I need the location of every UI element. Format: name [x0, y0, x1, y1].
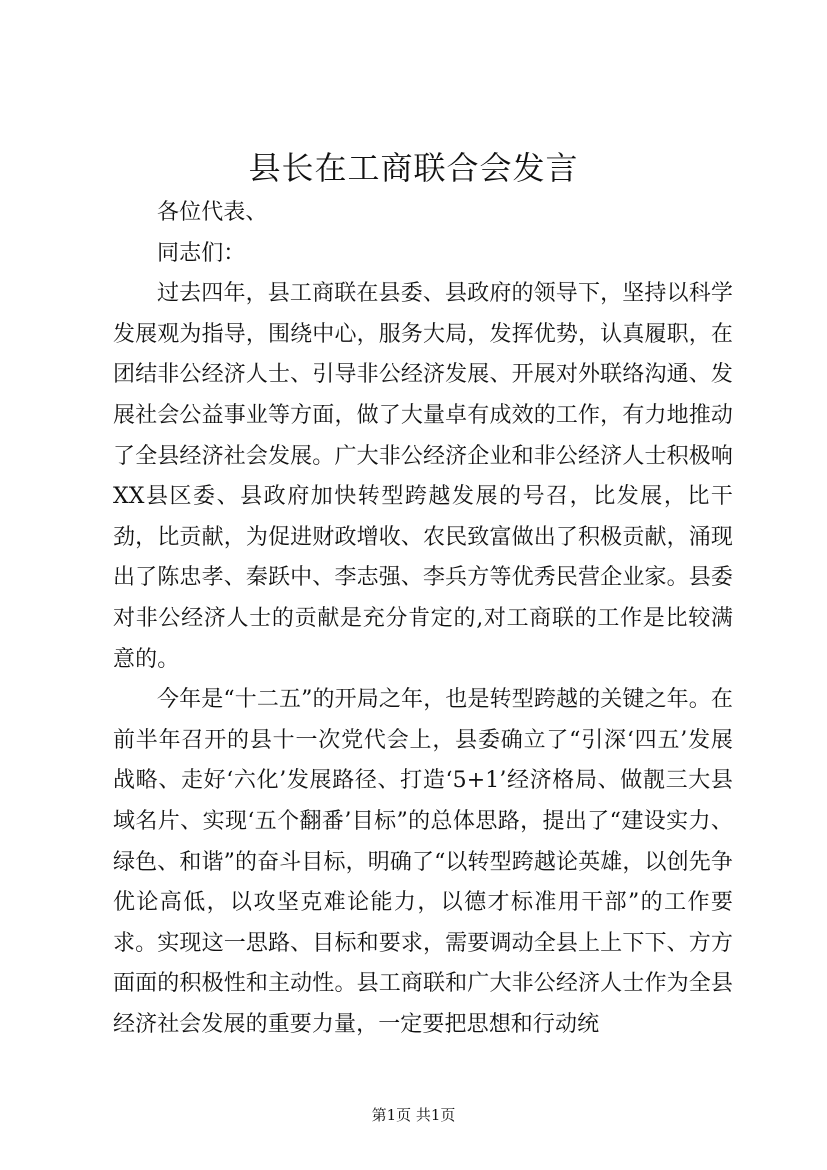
salutation-line-2: 同志们： [157, 240, 246, 266]
document-body [113, 193, 733, 1045]
page-number-footer: 第1页 共1页 [371, 1106, 456, 1124]
body-paragraph: 今年是“十二五”的开局之年，也是转型跨越的关键之年。在前半年召开的县十一次党代会上，县委确立了“引深‘四五’发展战略、走好‘六化’发展路径、打造‘5+1’经济格局、做靓三大县域名片、实现‘五个翻番’目标”的总体思路，提出了“建设实力、绿色、和谐”的奋斗目标，明确了“以转型跨越论英雄，以创先争优论高低，以攻坚克难论能力，以德才标准用干部”的工作要求。实现这一思路、目标和要求，需要调动全县上上下下、方方面面的积极性和主动性。县工商联和广大非公经济人士作为全县经济社会发展的重要力量，一定要把思想和行动统 [113, 687, 733, 1037]
body-paragraph: 过去四年，县工商联在县委、县政府的领导下，坚持以科学发展观为指导，围绕中心，服务大局，发挥优势，认真履职，在团结非公经济人士、引导非公经济发展、开展对外联络沟通、发展社会公益事业等方面，做了大量卓有成效的工作，有力地推动了全县经济社会发展。广大非公经济企业和非公经济人士积极响XX县区委、县政府加快转型跨越发展的号召，比发展，比干劲，比贡献，为促进财政增收、农民致富做出了积极贡献，涌现出了陈忠孝、秦跃中、李志强、李兵方等优秀民营企业家。县委对非公经济人士的贡献是充分肯定的,对工商联的工作是比较满意的。 [113, 281, 733, 672]
salutation-line-1: 各位代表、 [157, 200, 268, 225]
page-title: 县长在工商联合会发言 [248, 149, 579, 187]
